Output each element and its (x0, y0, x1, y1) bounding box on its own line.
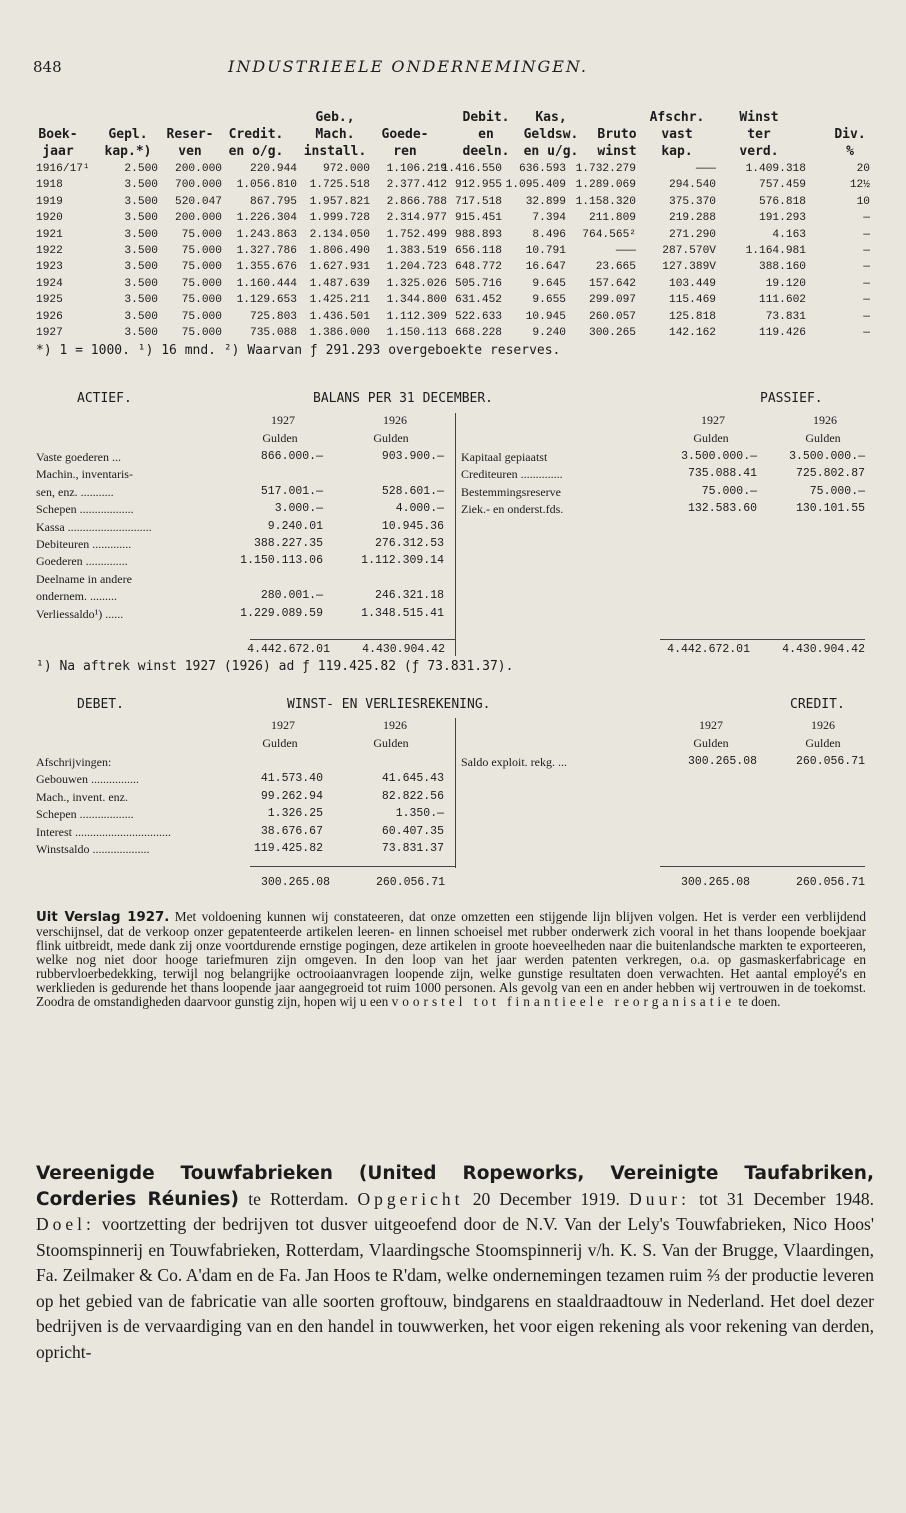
passief-item-value-1926: 75.000.— (809, 484, 865, 498)
table-cell: 75.000 (181, 294, 222, 307)
wv-total-1927-right: 300.265.08 (680, 876, 750, 889)
table-cell: 2.500 (124, 163, 158, 175)
table-cell: 1.056.810 (236, 179, 297, 192)
table-cell: 75.000 (181, 261, 222, 274)
debet-item-value-1927: 119.425.82 (253, 842, 323, 855)
table-cell: 157.642 (589, 277, 636, 290)
table-cell: 505.716 (455, 277, 502, 290)
actief-item-value-1927: 388.227.35 (253, 537, 323, 550)
balans-footnote: ¹) Na aftrek winst 1927 (1926) ad ƒ 119.425.82 (ƒ 73.831.37). (36, 659, 514, 674)
table-header-cell: Goede- (381, 127, 429, 142)
table-header-cell: Credit. (228, 127, 284, 142)
table-header-cell: kap.*) (104, 144, 152, 159)
table-header-cell: jaar (42, 144, 74, 159)
actief-item-label: Kassa ............................ (36, 519, 152, 534)
table-cell: 1.327.786 (236, 245, 297, 257)
table-cell: 1.106.219 (386, 163, 447, 175)
wv-unit-left-1: Gulden (262, 736, 298, 750)
table-cell: 111.602 (759, 294, 806, 307)
table-header-cell: ven (178, 144, 202, 159)
table-row-year: 1921 (36, 228, 63, 241)
table-cell: 1.487.639 (309, 277, 370, 290)
actief-item-label: sen, enz. ........... (36, 484, 114, 499)
table-cell: 1.325.026 (386, 277, 447, 290)
actief-item-label: Deelname in andere (36, 571, 132, 586)
balans-left-title: ACTIEF. (77, 391, 132, 406)
table-row-year: 1926 (36, 310, 63, 323)
actief-item-label: Schepen .................. (36, 502, 134, 517)
table-cell: 299.097 (589, 294, 636, 307)
table-cell: 1.243.863 (236, 228, 297, 241)
actief-item-value-1926: 246.321.18 (374, 589, 444, 603)
table-cell: — (863, 261, 870, 274)
table-cell: ——— (615, 245, 636, 257)
table-cell: 9.240 (532, 327, 566, 339)
table-cell: 1.164.981 (745, 245, 806, 257)
table-cell: 3.500 (124, 212, 158, 225)
table-cell: 915.451 (455, 212, 502, 225)
table-cell: 1.425.211 (309, 294, 370, 307)
table-header-cell: ter (747, 127, 771, 142)
debet-item-value-1927: 41.573.40 (260, 772, 323, 786)
table-cell: 1.383.519 (386, 245, 447, 257)
table-cell: 2.314.977 (386, 212, 447, 225)
opgericht-value: 20 December 1919. (472, 1188, 620, 1209)
table-cell: 3.500 (124, 310, 158, 323)
table-cell: 1.226.304 (236, 212, 297, 225)
wv-total-1926-left: 260.056.71 (375, 876, 445, 889)
table-cell: 3.500 (124, 277, 158, 290)
balans-year-1926-right: 1926 (813, 413, 837, 427)
table-cell: 191.293 (759, 212, 806, 225)
table-row-year: 1924 (36, 277, 63, 290)
credit-item-label: Saldo exploit. rekg. ... (461, 755, 567, 769)
table-cell: 1.386.000 (309, 327, 370, 339)
passief-item-value-1926: 130.101.55 (795, 502, 865, 516)
report-lead: Uit Verslag 1927. (36, 910, 170, 925)
table-cell: 12½ (849, 179, 870, 192)
actief-item-value-1926: 903.900.— (381, 450, 444, 463)
table-cell: 1.160.444 (236, 277, 297, 290)
table-cell: 375.370 (669, 195, 716, 208)
table-cell: 1.732.279 (575, 163, 636, 175)
table-header-cell: Kas, (535, 110, 567, 125)
table-cell: 631.452 (455, 294, 502, 307)
table-cell: 388.160 (759, 261, 806, 274)
debet-item-value-1926: 41.645.43 (381, 772, 444, 786)
table-header-cell: Boek- (38, 127, 78, 142)
table-cell: 75.000 (181, 228, 222, 241)
table-cell: 717.518 (455, 195, 502, 208)
table-cell: 220.944 (250, 163, 297, 175)
table-cell: 972.000 (323, 163, 370, 175)
table-cell: 1.409.318 (745, 163, 806, 175)
table-header-cell: Mach. (315, 127, 355, 142)
table-cell: 115.469 (669, 294, 716, 307)
actief-item-value-1927: 3.000.— (274, 502, 323, 516)
balans-total-1927-right: 4.442.672.01 (667, 643, 750, 656)
table-cell: 200.000 (175, 163, 222, 175)
actief-item-label: Verliessaldo¹) ...... (36, 606, 124, 621)
table-cell: 16.647 (525, 261, 566, 274)
passief-item-value-1927: 132.583.60 (687, 502, 757, 516)
balans-unit-left-1: Gulden (262, 431, 298, 445)
wv-unit-right-2: Gulden (805, 736, 841, 750)
table-cell: — (863, 310, 870, 323)
table-cell: 668.228 (455, 327, 502, 339)
wv-total-rule-left (250, 866, 455, 867)
table-header-cell: en u/g. (523, 144, 579, 159)
table-cell: 211.809 (589, 212, 636, 225)
wv-year-1926-right: 1926 (811, 718, 835, 732)
credit-item-value-1927: 300.265.08 (687, 755, 757, 768)
table-cell: 1.436.501 (309, 310, 370, 323)
table-cell: 119.426 (759, 327, 806, 339)
actief-item-value-1926: 1.348.515.41 (361, 606, 444, 620)
debet-item-value-1926: 82.822.56 (381, 789, 444, 803)
page-number: 848 (33, 58, 62, 76)
table-cell: 522.633 (455, 310, 502, 323)
actief-item-label: ondernem. ......... (36, 589, 117, 604)
balans-year-1927-left: 1927 (271, 413, 295, 427)
table-cell: 1.204.723 (386, 261, 447, 274)
debet-item-label: Interest ................................ (36, 824, 171, 839)
table-cell: 576.818 (759, 195, 806, 208)
table-header-cell: Geldsw. (523, 127, 579, 142)
table-cell: 1.416.550 (441, 163, 502, 175)
table-cell: 1.752.499 (386, 228, 447, 241)
table-header-cell: ren (393, 144, 417, 159)
table-cell: 3.500 (124, 228, 158, 241)
passief-item-label: Crediteuren .............. (461, 467, 563, 482)
table-cell: 656.118 (455, 245, 502, 257)
table-cell: 520.047 (175, 195, 222, 208)
table-cell: 10 (856, 195, 870, 208)
duur-label: Duur: (629, 1188, 690, 1209)
table-row-year: 1927 (36, 327, 63, 339)
debet-item-label: Mach., invent. enz. (36, 789, 128, 804)
passief-item-label: Kapitaal gepiaatst (461, 450, 548, 464)
balans-unit-left-2: Gulden (373, 431, 409, 445)
table-cell: 73.831 (765, 310, 806, 323)
table-cell: 1.806.490 (309, 245, 370, 257)
passief-item-value-1927: 75.000.— (701, 484, 757, 498)
table-cell: 7.394 (532, 212, 566, 225)
actief-item-value-1926: 276.312.53 (374, 537, 444, 550)
wv-right-title: CREDIT. (790, 697, 845, 712)
table-cell: 1.095.409 (505, 179, 566, 192)
wv-total-1926-right: 260.056.71 (795, 876, 865, 889)
table-cell: — (863, 245, 870, 257)
wv-unit-right-1: Gulden (693, 736, 729, 750)
table-cell: 912.955 (455, 179, 502, 192)
table-header-cell: kap. (661, 144, 693, 159)
actief-item-value-1926: 1.112.309.14 (361, 554, 444, 568)
wv-year-1926-left: 1926 (383, 718, 407, 732)
table-cell: 1.627.931 (309, 261, 370, 274)
table-cell: 3.500 (124, 245, 158, 257)
actief-item-label: Vaste goederen ... (36, 450, 121, 464)
table-row-year: 1923 (36, 261, 63, 274)
table-cell: 1.957.821 (309, 195, 370, 208)
table-cell: 19.120 (765, 277, 806, 290)
table-cell: 4.163 (772, 228, 806, 241)
table-cell: 757.459 (759, 179, 806, 192)
table-cell: 75.000 (181, 327, 222, 339)
wv-total-rule-right (660, 866, 865, 867)
debet-item-value-1927: 38.676.67 (260, 824, 323, 838)
debet-item-value-1926: 60.407.35 (381, 824, 444, 838)
actief-item-label: Debiteuren ............. (36, 537, 132, 551)
table-cell: 10.945 (525, 310, 566, 323)
table-header-cell: Debit. (462, 110, 510, 125)
actief-item-value-1926: 4.000.— (395, 502, 444, 516)
debet-item-label: Winstsaldo ................... (36, 842, 150, 856)
table-row-year: 1919 (36, 195, 63, 208)
actief-item-value-1927: 9.240.01 (267, 519, 323, 533)
balans-year-1927-right: 1927 (701, 413, 725, 427)
table-header-cell: Gepl. (108, 127, 148, 142)
debet-item-value-1926: 73.831.37 (381, 842, 444, 855)
actief-item-value-1927: 866.000.— (260, 450, 323, 463)
table-cell: ——— (695, 163, 716, 175)
balans-total-1927-left: 4.442.672.01 (247, 643, 330, 656)
opgericht-label: Opgericht (357, 1188, 464, 1209)
table-cell: 3.500 (124, 294, 158, 307)
table-header-cell: Bruto (597, 127, 637, 142)
table-cell: 3.500 (124, 261, 158, 274)
table-row-year: 1916/17¹ (36, 163, 90, 175)
table-header-cell: deeln. (462, 144, 510, 159)
running-head: INDUSTRIEELE ONDERNEMINGEN. (228, 57, 588, 76)
table-cell: 725.803 (250, 310, 297, 323)
passief-item-label: Ziek.- en onderst.fds. (461, 502, 564, 517)
table-row-year: 1918 (36, 179, 63, 192)
table-cell: 260.057 (589, 310, 636, 323)
table-cell: 10.791 (525, 245, 566, 257)
table-cell: 2.377.412 (386, 179, 447, 192)
table-row-year: 1920 (36, 212, 63, 225)
debet-item-value-1927: 1.326.25 (267, 807, 323, 821)
report-text: Met voldoening kunnen wij constateeren, dat onze omzetten een stijgende lijn blijven volgen. Het is verder een verblijdend verschijnsel, dat de verkoop onzer gepatenteerde artikelen leeren- en linnen schoeisel met rubber onderwerk zich vooral in het thans loopende boekjaar flink uitbreidt, mede dank zij onze voortdurende ernstige pogingen, deze artikelen in groote hoeveelheden naar die buitenlandsche markten te exporteeren, welke nog niet door hooge tariefmuren zijn omgeven. In den loop van het jaar werden patenten verkregen, o.a. op gasmaskerfabricage en rubbervloerbedekking, terwijl nog belangrijke octrooiaanvragen loopende zijn, welke gunstige resultaten doen verwachten. Het aantal employé's en werklieden is gedurende het thans loopende jaar aangegroeid tot ruim 1000 personen. Als gevolg van een en ander hebben wij vertrouwen in de toekomst. Zoodra de omstandigheden daarvoor gunstig zijn, hopen wij u een (36, 909, 866, 1009)
annual-report-paragraph (36, 910, 866, 1009)
table-cell: 735.088 (250, 327, 297, 339)
table-cell: 3.500 (124, 179, 158, 192)
debet-item-value-1926: 1.350.— (395, 807, 444, 821)
doel-value: voortzetting der bedrijven tot dusver uitgeoefend door de N.V. Van der Lely's Touwfabrieken, Nico Hoos' Stoomspinnerij en Touwfabrieken, Rotterdam, Vlaardingsche Stoomspinnerij v/h. K. S. Van der Brugge, Vlaardingen, Fa. Zeilmaker & Co. A'dam en de Fa. Jan Hoos te R'dam, welke ondernemingen tezamen ruim ⅔ der productie leveren op het gebied van de fabricatie van alle soorten groftouw, bindgarens en staaldraadtouw in Nederland. Het doel dezer bedrijven is de vervaardiging van en den handel in touwwerken, het voor eigen rekening als voor rekening van derden, opricht- (36, 1214, 874, 1362)
table-cell: 219.288 (669, 212, 716, 225)
table-cell: 142.162 (669, 327, 716, 339)
table-cell: 648.772 (455, 261, 502, 274)
wv-total-1927-left: 300.265.08 (260, 876, 330, 889)
table-cell: 1.289.069 (575, 179, 636, 192)
credit-item-value-1926: 260.056.71 (795, 755, 865, 768)
wv-divider (455, 718, 456, 868)
table-cell: 8.496 (532, 228, 566, 241)
passief-item-value-1927: 735.088.41 (687, 467, 757, 481)
table-cell: 1.158.320 (575, 195, 636, 208)
report-end: te doen. (738, 994, 781, 1009)
table-cell: 2.866.788 (386, 195, 447, 208)
debet-item-label: Afschrijvingen: (36, 755, 112, 769)
table-cell: — (863, 212, 870, 225)
balans-year-1926-left: 1926 (383, 413, 407, 427)
balans-total-rule-right (660, 639, 865, 640)
wv-title: WINST- EN VERLIESREKENING. (287, 697, 491, 712)
table-cell: 3.500 (124, 195, 158, 208)
duur-value: tot 31 December 1948. (699, 1188, 875, 1209)
table-cell: 1.725.518 (309, 179, 370, 192)
wv-left-title: DEBET. (77, 697, 124, 712)
table-cell: 3.500 (124, 327, 158, 339)
balans-total-rule-left (250, 639, 455, 640)
actief-item-value-1927: 1.229.089.59 (240, 606, 323, 620)
balans-unit-right-1: Gulden (693, 431, 729, 445)
table-cell: — (863, 228, 870, 241)
report-spaced: voorstel tot finantieele reorganisatie (391, 994, 735, 1009)
table-cell: 271.290 (669, 228, 716, 241)
passief-item-value-1926: 3.500.000.— (789, 450, 865, 463)
table-header-cell: Geb., (315, 110, 355, 125)
balans-unit-right-2: Gulden (805, 431, 841, 445)
table-header-cell: winst (597, 144, 637, 159)
table-cell: — (863, 327, 870, 339)
table-cell: 127.389V (662, 261, 716, 274)
main-table-footnote: *) 1 = 1000. ¹) 16 mnd. ²) Waarvan ƒ 291.293 overgeboekte reserves. (36, 343, 561, 358)
wv-unit-left-2: Gulden (373, 736, 409, 750)
table-header-cell: en o/g. (228, 144, 284, 159)
actief-item-value-1927: 517.001.— (260, 484, 323, 498)
actief-item-label: Goederen .............. (36, 554, 128, 569)
debet-item-label: Gebouwen ................ (36, 772, 139, 787)
table-cell: 32.899 (525, 195, 566, 208)
balans-right-title: PASSIEF. (760, 391, 823, 406)
table-cell: 700.000 (175, 179, 222, 192)
debet-item-value-1927: 99.262.94 (260, 789, 323, 803)
table-header-cell: vast (661, 127, 693, 142)
table-cell: 1.999.728 (309, 212, 370, 225)
company-place: te Rotterdam. (248, 1188, 349, 1209)
table-cell: 200.000 (175, 212, 222, 225)
wv-year-1927-right: 1927 (699, 718, 723, 732)
doel-label: Doel: (36, 1214, 95, 1234)
debet-item-label: Schepen .................. (36, 807, 134, 822)
balans-title: BALANS PER 31 DECEMBER. (313, 391, 494, 406)
actief-item-value-1927: 1.150.113.06 (240, 554, 323, 568)
table-header-cell: Reser- (166, 127, 214, 142)
table-cell: 1.150.113 (386, 327, 447, 339)
passief-item-value-1926: 725.802.87 (795, 467, 865, 481)
wv-year-1927-left: 1927 (271, 718, 295, 732)
table-cell: 294.540 (669, 179, 716, 192)
table-header-cell: % (846, 144, 854, 159)
table-header-cell: Afschr. (649, 110, 705, 125)
table-cell: 125.818 (669, 310, 716, 323)
table-cell: 75.000 (181, 310, 222, 323)
table-cell: 636.593 (519, 163, 566, 175)
table-cell: — (863, 294, 870, 307)
table-row-year: 1925 (36, 294, 63, 307)
table-cell: 2.134.050 (309, 228, 370, 241)
table-cell: 287.570V (662, 245, 716, 257)
table-header-cell: Winst (739, 110, 779, 125)
balans-total-1926-left: 4.430.904.42 (362, 643, 445, 656)
table-cell: — (863, 277, 870, 290)
table-header-cell: install. (303, 144, 367, 159)
table-cell: 23.665 (595, 261, 636, 274)
company-name: Vereenigde Touwfabrieken (United Ropeworks, Vereinigte Taufabriken, Corderies Réunies) (36, 1163, 874, 1210)
table-cell: 300.265 (589, 327, 636, 339)
actief-item-value-1927: 280.001.— (260, 589, 323, 603)
balans-total-1926-right: 4.430.904.42 (782, 643, 865, 656)
table-cell: 988.893 (455, 228, 502, 241)
table-header-cell: verd. (739, 144, 779, 159)
table-cell: 20 (856, 163, 870, 175)
table-header-cell: en (478, 127, 494, 142)
table-cell: 75.000 (181, 245, 222, 257)
passief-item-value-1927: 3.500.000.— (681, 450, 757, 463)
table-cell: 1.112.309 (386, 310, 447, 323)
table-row-year: 1922 (36, 245, 63, 257)
company-entry (36, 1161, 874, 1365)
table-cell: 867.795 (250, 195, 297, 208)
table-cell: 764.565² (582, 228, 636, 241)
table-cell: 75.000 (181, 277, 222, 290)
passief-item-label: Bestemmingsreserve (461, 484, 561, 499)
table-cell: 1.355.676 (236, 261, 297, 274)
table-cell: 1.129.653 (236, 294, 297, 307)
balans-divider (455, 413, 456, 656)
table-cell: 1.344.800 (386, 294, 447, 307)
table-cell: 103.449 (669, 277, 716, 290)
table-header-cell: Div. (834, 127, 866, 142)
actief-item-label: Machin., inventaris- (36, 467, 133, 482)
actief-item-value-1926: 528.601.— (381, 484, 444, 498)
table-cell: 9.645 (532, 277, 566, 290)
actief-item-value-1926: 10.945.36 (381, 519, 444, 533)
table-cell: 9.655 (532, 294, 566, 307)
